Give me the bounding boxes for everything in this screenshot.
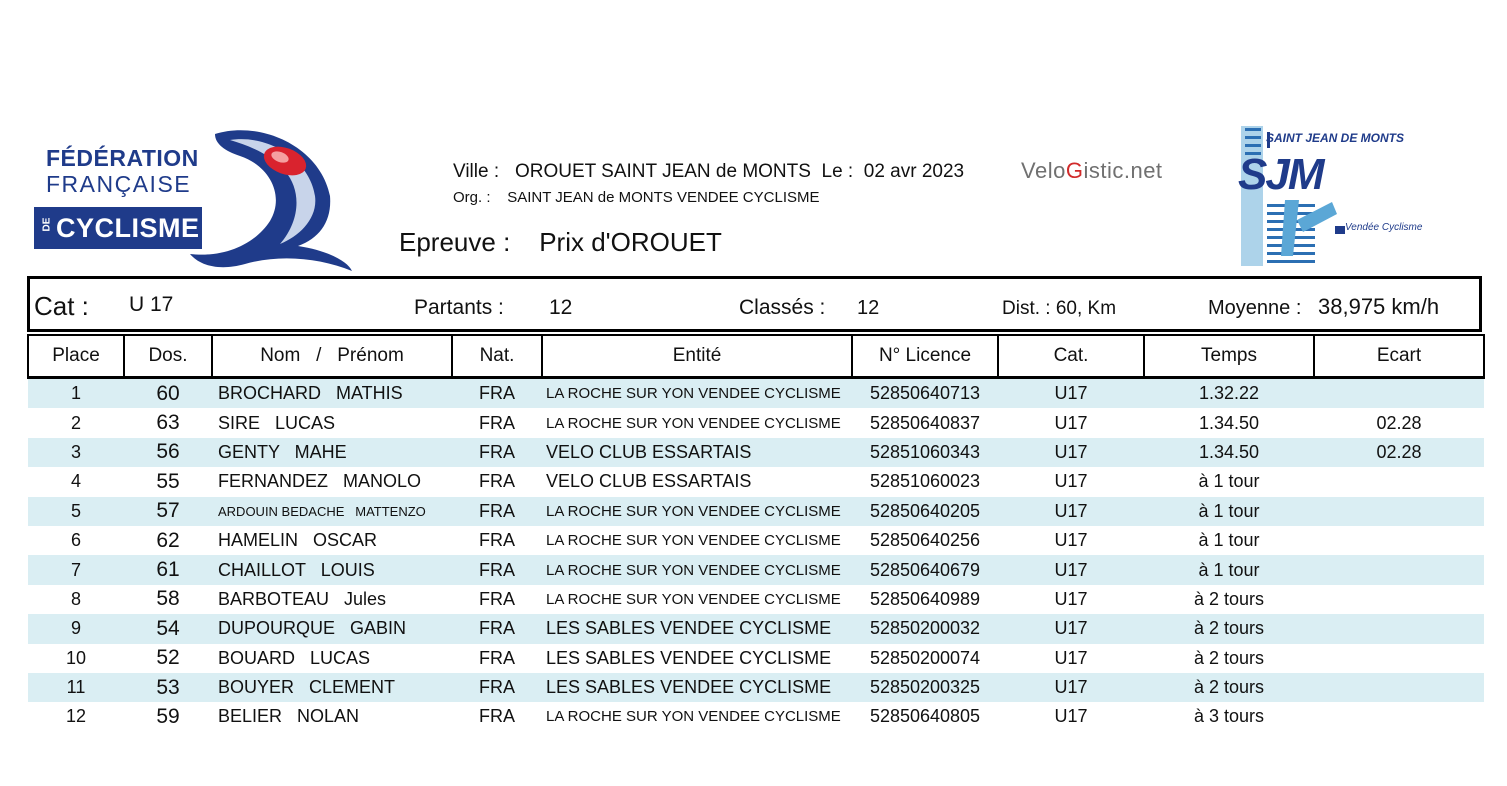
- cell-nom: ARDOUIN BEDACHE MATTENZO: [218, 503, 426, 519]
- cell-place: 5: [70, 500, 81, 521]
- col-header-entite: Entité: [542, 335, 852, 378]
- cell-place: 10: [65, 647, 87, 668]
- org-value: SAINT JEAN de MONTS VENDEE CYCLISME: [507, 189, 820, 206]
- table-row: [28, 467, 1484, 496]
- cell-cat: U17: [1054, 500, 1088, 521]
- cell-place: 8: [70, 588, 81, 609]
- table-row: [28, 702, 1484, 731]
- ffc-logo-band: [34, 207, 202, 249]
- cell-entite: LA ROCHE SUR YON VENDEE CYCLISME: [546, 561, 841, 579]
- date-label: Le :: [821, 161, 854, 182]
- cell-licence: 52850640837: [869, 412, 981, 433]
- classes-label: Classés :: [739, 296, 826, 319]
- classes-value: 12: [857, 297, 880, 319]
- cell-dos: 53: [156, 675, 180, 699]
- cell-temps: à 1 tour: [1198, 559, 1260, 580]
- cell-temps: à 1 tour: [1198, 500, 1260, 521]
- sjm-logo-subtitle: Vendée Cyclisme: [1345, 222, 1423, 233]
- cell-ecart: [1314, 378, 1484, 409]
- cell-dos: 60: [156, 381, 180, 405]
- cell-nom: BELIER NOLAN: [218, 706, 360, 727]
- cell-nat: FRA: [479, 588, 515, 609]
- cell-nom: HAMELIN OSCAR: [218, 530, 378, 551]
- partants-value: 12: [549, 296, 573, 319]
- cell-place: 9: [70, 618, 81, 639]
- cell-temps: 1.34.50: [1198, 441, 1260, 462]
- cell-nom: SIRE LUCAS: [218, 412, 336, 433]
- cell-cat: U17: [1054, 588, 1088, 609]
- cell-licence: 52850640205: [869, 500, 981, 521]
- brand-part-accent: G: [1065, 158, 1084, 183]
- cell-ecart: 02.28: [1376, 441, 1422, 462]
- cat-label: Cat :: [34, 291, 89, 321]
- cell-licence: 52850640713: [869, 383, 981, 404]
- cell-cat: U17: [1054, 618, 1088, 639]
- org-label: Org. :: [453, 189, 491, 206]
- cell-licence: 52851060023: [869, 471, 981, 492]
- brand-part: istic.net: [1083, 158, 1163, 183]
- cell-licence: 52851060343: [869, 441, 981, 462]
- cell-dos: 59: [156, 704, 180, 728]
- epreuve-label: Epreuve :: [399, 227, 511, 257]
- table-row: [28, 585, 1484, 614]
- cell-entite: VELO CLUB ESSARTAIS: [546, 471, 752, 492]
- cell-temps: à 2 tours: [1193, 588, 1265, 609]
- epreuve-value: Prix d'OROUET: [539, 227, 722, 257]
- cell-entite: LA ROCHE SUR YON VENDEE CYCLISME: [546, 385, 841, 403]
- cell-nom: DUPOURQUE GABIN: [218, 618, 407, 639]
- cell-temps: à 1 tour: [1198, 471, 1260, 492]
- cell-ecart: [1314, 526, 1484, 555]
- cell-place: 4: [70, 471, 81, 492]
- cell-ecart: [1314, 497, 1484, 526]
- cell-temps: à 2 tours: [1193, 647, 1265, 668]
- cell-cat: U17: [1054, 471, 1088, 492]
- cell-ecart: [1314, 673, 1484, 702]
- col-header-ecart: Ecart: [1314, 335, 1484, 378]
- cell-temps: à 1 tour: [1198, 530, 1260, 551]
- cell-temps: à 2 tours: [1193, 618, 1265, 639]
- partants-label: Partants :: [414, 296, 504, 319]
- table-row: [28, 644, 1484, 673]
- cell-cat: U17: [1054, 383, 1088, 404]
- cell-cat: U17: [1054, 559, 1088, 580]
- cell-cat: U17: [1054, 677, 1088, 698]
- cell-licence: 52850640256: [869, 530, 981, 551]
- cell-entite: LA ROCHE SUR YON VENDEE CYCLISME: [546, 708, 841, 726]
- table-row: [28, 378, 1484, 409]
- col-header-place: Place: [28, 335, 124, 378]
- cell-place: 2: [70, 412, 81, 433]
- cell-dos: 52: [156, 646, 180, 670]
- cell-dos: 58: [156, 587, 180, 611]
- cell-ecart: [1314, 702, 1484, 731]
- cell-nat: FRA: [479, 647, 515, 668]
- cell-licence: 52850200074: [869, 647, 981, 668]
- race-info-box: [27, 276, 1482, 332]
- cell-licence: 52850640989: [869, 588, 981, 609]
- cell-cat: U17: [1054, 441, 1088, 462]
- cell-place: 12: [65, 706, 87, 727]
- cell-dos: 56: [156, 440, 180, 464]
- cell-temps: à 3 tours: [1193, 706, 1265, 727]
- cell-nat: FRA: [479, 706, 515, 727]
- org-line: [453, 189, 820, 206]
- velogistic-brand: [1021, 158, 1163, 184]
- cell-ecart: [1314, 555, 1484, 584]
- cell-cat: U17: [1054, 647, 1088, 668]
- cell-nom: GENTY MAHE: [218, 441, 347, 462]
- ffc-line2: FRANÇAISE: [46, 171, 192, 197]
- table-row: [28, 555, 1484, 584]
- cell-cat: U17: [1054, 706, 1088, 727]
- cell-ecart: [1314, 585, 1484, 614]
- results-body: [28, 378, 1484, 732]
- col-header-licence: N° Licence: [852, 335, 998, 378]
- ffc-de: DE: [41, 217, 53, 232]
- cell-entite: VELO CLUB ESSARTAIS: [546, 441, 752, 462]
- cell-temps: à 2 tours: [1193, 677, 1265, 698]
- cell-entite: LES SABLES VENDEE CYCLISME: [546, 618, 832, 639]
- cell-nat: FRA: [479, 412, 515, 433]
- ville-value: OROUET SAINT JEAN de MONTS: [514, 161, 811, 182]
- cell-nat: FRA: [479, 383, 515, 404]
- results-table: [27, 334, 1485, 732]
- date-value: 02 avr 2023: [863, 161, 965, 182]
- cat-value: U 17: [129, 293, 174, 316]
- cell-nat: FRA: [479, 530, 515, 551]
- cell-temps: 1.32.22: [1198, 383, 1260, 404]
- sjm-logo-title: SAINT JEAN DE MONTS: [1266, 131, 1405, 145]
- cell-licence: 52850640805: [869, 706, 981, 727]
- col-header-nom: Nom / Prénom: [212, 335, 452, 378]
- cell-nat: FRA: [479, 559, 515, 580]
- cell-dos: 54: [156, 616, 180, 640]
- cell-ecart: [1314, 614, 1484, 643]
- cell-entite: LA ROCHE SUR YON VENDEE CYCLISME: [546, 502, 841, 520]
- cell-ecart: [1314, 644, 1484, 673]
- col-header-dos: Dos.: [124, 335, 212, 378]
- cell-licence: 52850200325: [869, 677, 981, 698]
- cell-entite: LA ROCHE SUR YON VENDEE CYCLISME: [546, 414, 841, 432]
- cell-nat: FRA: [479, 441, 515, 462]
- cell-nom: BARBOTEAU Jules: [218, 588, 387, 609]
- table-row: [28, 438, 1484, 467]
- brand-part: Velo: [1021, 158, 1066, 183]
- cell-entite: LES SABLES VENDEE CYCLISME: [546, 647, 832, 668]
- table-row: [28, 526, 1484, 555]
- sjm-logo-letters: SJM: [1238, 150, 1323, 199]
- cell-temps: 1.34.50: [1198, 412, 1260, 433]
- epreuve-line: [399, 227, 722, 258]
- moyenne-value: 38,975 km/h: [1318, 294, 1440, 319]
- col-header-nat: Nat.: [452, 335, 542, 378]
- col-header-temps: Temps: [1144, 335, 1314, 378]
- cell-cat: U17: [1054, 412, 1088, 433]
- cell-ecart: 02.28: [1376, 412, 1422, 433]
- cell-place: 6: [70, 530, 81, 551]
- cell-nom: CHAILLOT LOUIS: [218, 559, 375, 580]
- cell-place: 1: [70, 383, 81, 404]
- cell-cat: U17: [1054, 530, 1088, 551]
- ffc-logo-text: [46, 147, 199, 196]
- cell-place: 3: [70, 441, 81, 462]
- table-header-row: [28, 335, 1484, 378]
- cell-dos: 55: [156, 469, 180, 493]
- moyenne-label: Moyenne :: [1208, 297, 1302, 319]
- cell-dos: 62: [156, 528, 180, 552]
- cell-nom: BROCHARD MATHIS: [218, 383, 403, 404]
- col-header-cat: Cat.: [998, 335, 1144, 378]
- cell-ecart: [1314, 467, 1484, 496]
- cell-nat: FRA: [479, 471, 515, 492]
- cell-nat: FRA: [479, 618, 515, 639]
- cell-place: 11: [66, 677, 86, 698]
- cell-dos: 63: [156, 411, 180, 435]
- cell-licence: 52850640679: [869, 559, 981, 580]
- cell-entite: LES SABLES VENDEE CYCLISME: [546, 677, 832, 698]
- cell-nom: BOUYER CLEMENT: [218, 677, 396, 698]
- cell-entite: LA ROCHE SUR YON VENDEE CYCLISME: [546, 532, 841, 550]
- cell-nom: FERNANDEZ MANOLO: [218, 471, 422, 492]
- ville-line: [453, 161, 964, 183]
- cell-licence: 52850200032: [869, 618, 981, 639]
- cell-dos: 57: [156, 499, 180, 523]
- table-row: [28, 497, 1484, 526]
- ville-label: Ville :: [453, 161, 500, 182]
- table-row: [28, 673, 1484, 702]
- cell-dos: 61: [156, 558, 180, 582]
- cell-entite: LA ROCHE SUR YON VENDEE CYCLISME: [546, 590, 841, 608]
- cell-nat: FRA: [479, 677, 515, 698]
- table-row: [28, 614, 1484, 643]
- distance: Dist. : 60, Km: [1002, 298, 1117, 319]
- ffc-line1: FÉDÉRATION: [46, 145, 199, 171]
- table-row: [28, 408, 1484, 437]
- cell-nat: FRA: [479, 500, 515, 521]
- ffc-line3: CYCLISME: [56, 213, 200, 243]
- cell-nom: BOUARD LUCAS: [218, 647, 371, 668]
- cell-place: 7: [70, 559, 81, 580]
